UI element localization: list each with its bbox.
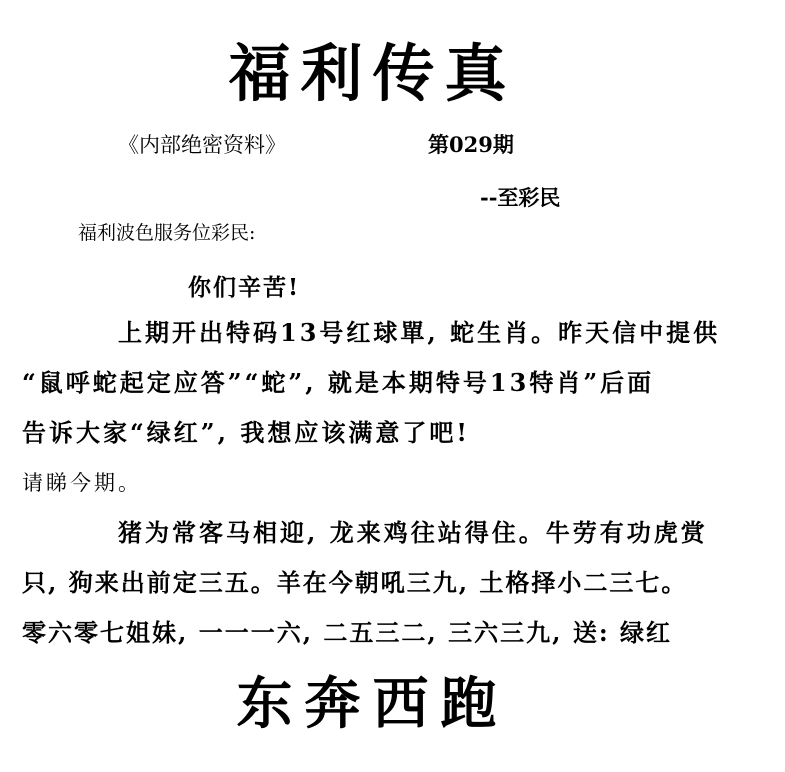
confidential-label: 《内部绝密资料》 — [118, 133, 286, 157]
body-line: 上期开出特码13号红球單, 蛇生肖。昨天信中提供 — [118, 318, 721, 347]
salutation: 福利波色服务位彩民: — [78, 222, 256, 244]
signoff: --至彩民 — [480, 185, 561, 210]
body-line: 告诉大家“绿红”, 我想应该满意了吧! — [22, 418, 470, 447]
body-line: 零六零七姐妹, 一一一六, 二五三二, 三六三九, 送: 绿红 — [22, 618, 673, 647]
issue-number: 第029期 — [428, 132, 514, 157]
document-title: 福利传真 — [228, 37, 517, 110]
footer-slogan: 东奔西跑 — [236, 671, 509, 737]
body-line: “鼠呼蛇起定应答”“蛇”, 就是本期特号13特肖”后面 — [22, 368, 655, 397]
body-line: 请睇今期。 — [22, 471, 142, 495]
greeting: 你们辛苦! — [188, 274, 301, 301]
body-line: 只, 狗来出前定三五。羊在今朝吼三九, 土格择小二三七。 — [22, 568, 688, 597]
body-line: 猪为常客马相迎, 龙来鸡往站得住。牛劳有功虎赏 — [118, 518, 708, 547]
